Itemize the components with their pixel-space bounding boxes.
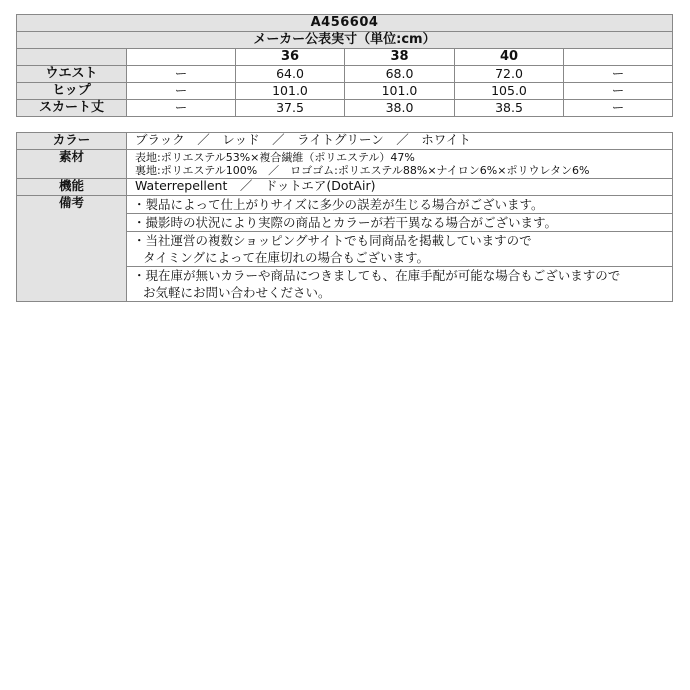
- color-value: ブラック ／ レッド ／ ライトグリーン ／ ホワイト: [127, 133, 673, 150]
- table-row: [17, 150, 673, 179]
- notes-label: 備考: [17, 196, 127, 302]
- size-value: ー: [127, 100, 236, 117]
- row-label-hip: ヒップ: [17, 83, 127, 100]
- size-header: [127, 49, 236, 66]
- product-code: A456604: [17, 15, 673, 32]
- size-unit-title: メーカー公表実寸（単位:cm）: [17, 32, 673, 49]
- size-value: 101.0: [345, 83, 455, 100]
- table-row: [17, 66, 673, 83]
- material-line-outer: 表地:ポリエステル53%×複合繊維（ポリエステル）47%: [135, 151, 415, 164]
- table-row: [17, 179, 673, 196]
- size-header: [564, 49, 673, 66]
- note-line: ・当社運営の複数ショッピングサイトでも同商品を掲載していますので: [133, 233, 532, 248]
- note-line: ・現在庫が無いカラーや商品につきましても、在庫手配が可能な場合もございますので: [133, 268, 621, 283]
- size-value: 105.0: [455, 83, 564, 100]
- size-header-corner: [17, 49, 127, 66]
- size-value: 38.0: [345, 100, 455, 117]
- function-label: 機能: [17, 179, 127, 196]
- note-line-continued: お気軽にお問い合わせください。: [143, 285, 331, 300]
- note-line: ・製品によって仕上がりサイズに多少の誤差が生じる場合がございます。: [133, 197, 544, 212]
- size-value: 64.0: [236, 66, 345, 83]
- table-row: [17, 196, 673, 214]
- color-label: カラー: [17, 133, 127, 150]
- row-label-waist: ウエスト: [17, 66, 127, 83]
- function-value: Waterrepellent ／ ドットエア(DotAir): [127, 179, 673, 196]
- size-value: 37.5: [236, 100, 345, 117]
- table-row: [17, 100, 673, 117]
- size-header: 38: [345, 49, 455, 66]
- size-value: ー: [127, 83, 236, 100]
- size-value: 72.0: [455, 66, 564, 83]
- size-value: 38.5: [455, 100, 564, 117]
- size-value: ー: [564, 66, 673, 83]
- material-line-lining: 裏地:ポリエステル100% ／ ロゴゴム:ポリエステル88%×ナイロン6%×ポリウレタン6%: [135, 163, 590, 177]
- size-header: 36: [236, 49, 345, 66]
- product-info-table: [16, 132, 673, 302]
- size-table: [16, 14, 673, 117]
- size-value: ー: [564, 100, 673, 117]
- note-item: [127, 267, 673, 302]
- row-label-skirt-length: スカート丈: [17, 100, 127, 117]
- note-item: [127, 232, 673, 267]
- size-header: 40: [455, 49, 564, 66]
- size-value: ー: [127, 66, 236, 83]
- note-line: ・撮影時の状況により実際の商品とカラーが若干異なる場合がございます。: [133, 215, 558, 230]
- note-item: [127, 196, 673, 214]
- material-value: [127, 150, 673, 179]
- table-row: [17, 133, 673, 150]
- note-item: [127, 214, 673, 232]
- material-label: 素材: [17, 150, 127, 179]
- size-value: ー: [564, 83, 673, 100]
- note-line-continued: タイミングによって在庫切れの場合もございます。: [143, 250, 430, 265]
- size-value: 68.0: [345, 66, 455, 83]
- size-value: 101.0: [236, 83, 345, 100]
- table-row: [17, 83, 673, 100]
